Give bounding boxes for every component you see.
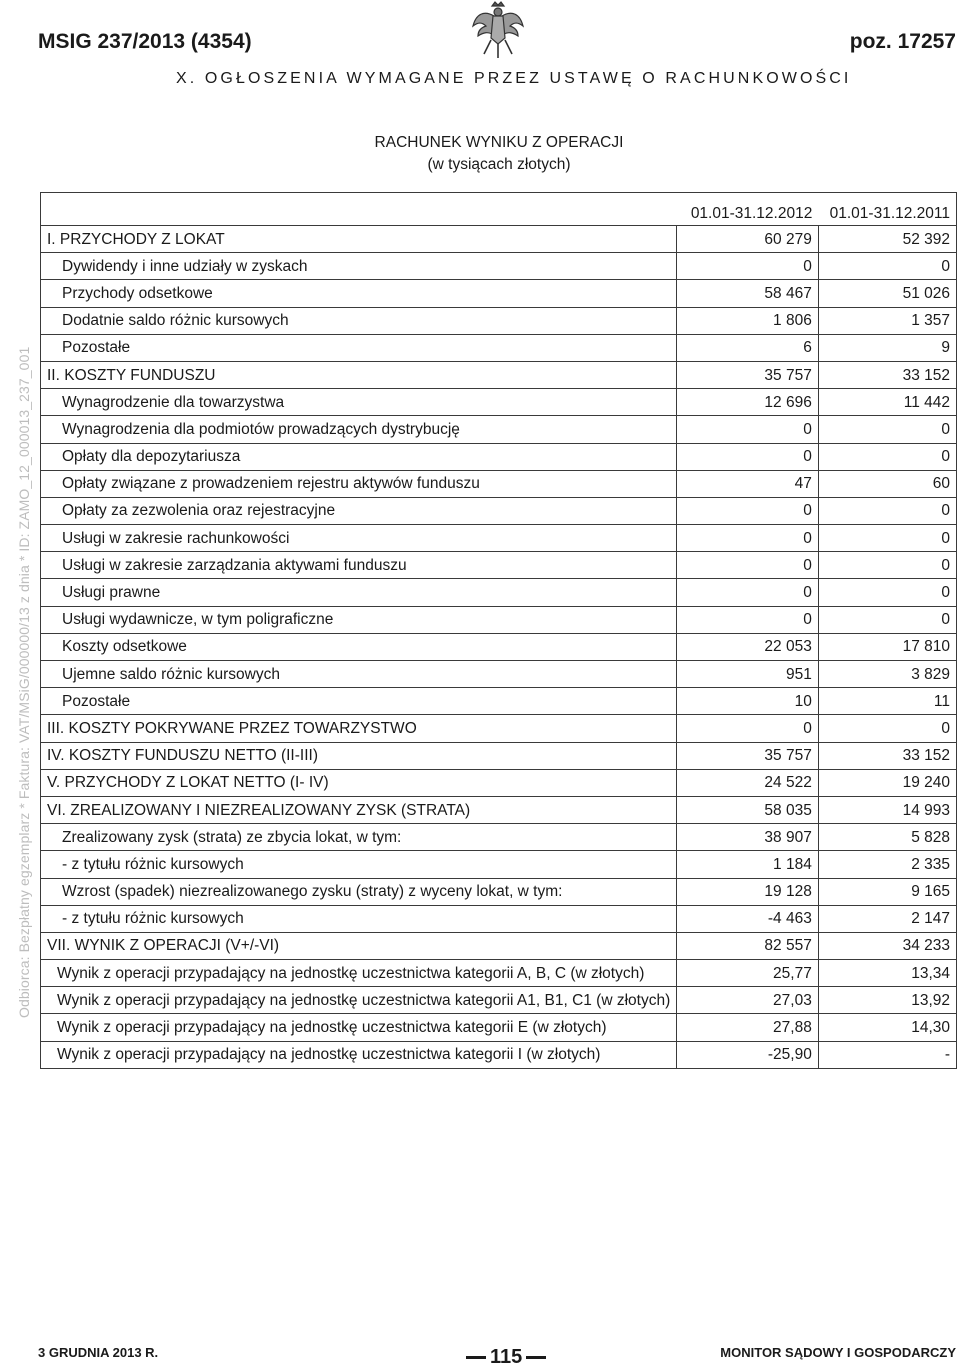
value-2011: 0 <box>818 497 956 524</box>
value-2012: 0 <box>677 606 819 633</box>
table-row <box>41 932 957 959</box>
value-2012: 22 053 <box>677 633 819 660</box>
value-2011: 13,34 <box>818 960 956 987</box>
row-label: Usługi wydawnicze, w tym poligraficzne <box>41 606 677 633</box>
page-dash-right <box>526 1356 546 1359</box>
value-2011: 9 165 <box>818 878 956 905</box>
value-2011: 9 <box>818 334 956 361</box>
table-row <box>41 851 957 878</box>
value-2011: 0 <box>818 443 956 470</box>
header-left: MSIG 237/2013 (4354) <box>38 30 252 53</box>
row-label: VI. ZREALIZOWANY I NIEZREALIZOWANY ZYSK (STRATA) <box>41 796 677 823</box>
table-row <box>41 1014 957 1041</box>
row-label: Usługi w zakresie rachunkowości <box>41 525 677 552</box>
row-label: Wynik z operacji przypadający na jednostkę uczestnictwa kategorii A1, B1, C1 (w złotych) <box>41 987 677 1014</box>
table-row <box>41 987 957 1014</box>
value-2012: 1 806 <box>677 307 819 334</box>
report-title: RACHUNEK WYNIKU Z OPERACJI <box>374 134 624 151</box>
value-2011: 11 <box>818 688 956 715</box>
table-row <box>41 361 957 388</box>
row-label: Wynagrodzenie dla towarzystwa <box>41 389 677 416</box>
value-2011: 14,30 <box>818 1014 956 1041</box>
value-2012: 19 128 <box>677 878 819 905</box>
row-label: Wynagrodzenia dla podmiotów prowadzących dystrybucję <box>41 416 677 443</box>
row-label: VII. WYNIK Z OPERACJI (V+/-VI) <box>41 932 677 959</box>
value-2011: 0 <box>818 253 956 280</box>
value-2011: 52 392 <box>818 226 956 253</box>
table-row <box>41 334 957 361</box>
value-2012: 35 757 <box>677 742 819 769</box>
table-row <box>41 470 957 497</box>
value-2012: 6 <box>677 334 819 361</box>
row-label: Wzrost (spadek) niezrealizowanego zysku (straty) z wyceny lokat, w tym: <box>41 878 677 905</box>
table-row <box>41 497 957 524</box>
row-label: Zrealizowany zysk (strata) ze zbycia lokat, w tym: <box>41 824 677 851</box>
value-2012: 25,77 <box>677 960 819 987</box>
table-row <box>41 633 957 660</box>
value-2011: 19 240 <box>818 769 956 796</box>
value-2012: 38 907 <box>677 824 819 851</box>
table-row <box>41 796 957 823</box>
table-row <box>41 226 957 253</box>
footer-date: 3 GRUDNIA 2013 R. <box>38 1345 159 1360</box>
page-dash-left <box>466 1356 486 1359</box>
value-2012: -25,90 <box>677 1041 819 1068</box>
value-2012: 0 <box>677 525 819 552</box>
table-header-row <box>41 193 957 226</box>
value-2011: 2 335 <box>818 851 956 878</box>
table-row <box>41 1041 957 1068</box>
row-label: Opłaty dla depozytariusza <box>41 443 677 470</box>
row-label: Wynik z operacji przypadający na jednostkę uczestnictwa kategorii E (w złotych) <box>41 1014 677 1041</box>
row-label: Koszty odsetkowe <box>41 633 677 660</box>
value-2011: 0 <box>818 606 956 633</box>
table-row <box>41 389 957 416</box>
value-2011: - <box>818 1041 956 1068</box>
report-title-block <box>0 132 960 176</box>
value-2011: 51 026 <box>818 280 956 307</box>
value-2012: 58 467 <box>677 280 819 307</box>
side-watermark-text: Odbiorca: Bezpłatny egzemplarz * Faktura: VAT/MSiG/000000/13 z dnia * ID: ZAMO_12_000013_237_001 <box>16 346 32 1018</box>
value-2012: 60 279 <box>677 226 819 253</box>
header-right: poz. 17257 <box>849 30 956 53</box>
row-label: Pozostałe <box>41 688 677 715</box>
value-2011: 14 993 <box>818 796 956 823</box>
row-label: I. PRZYCHODY Z LOKAT <box>41 226 677 253</box>
table-row <box>41 307 957 334</box>
row-label: Opłaty związane z prowadzeniem rejestru aktywów funduszu <box>41 470 677 497</box>
value-2011: 33 152 <box>818 742 956 769</box>
row-label: - z tytułu różnic kursowych <box>41 905 677 932</box>
table-row <box>41 280 957 307</box>
value-2011: 33 152 <box>818 361 956 388</box>
table-row <box>41 878 957 905</box>
row-label: Przychody odsetkowe <box>41 280 677 307</box>
value-2011: 0 <box>818 416 956 443</box>
value-2012: 0 <box>677 715 819 742</box>
table-row <box>41 443 957 470</box>
table-row <box>41 742 957 769</box>
row-label: II. KOSZTY FUNDUSZU <box>41 361 677 388</box>
table-row <box>41 525 957 552</box>
footer-publication: MONITOR SĄDOWY I GOSPODARCZY <box>720 1345 956 1360</box>
table-row <box>41 824 957 851</box>
value-2011: 3 829 <box>818 661 956 688</box>
row-label: Dywidendy i inne udziały w zyskach <box>41 253 677 280</box>
row-label: Usługi prawne <box>41 579 677 606</box>
table-row <box>41 606 957 633</box>
value-2012: 82 557 <box>677 932 819 959</box>
value-2011: 34 233 <box>818 932 956 959</box>
value-2011: 5 828 <box>818 824 956 851</box>
section-title: X. OGŁOSZENIA WYMAGANE PRZEZ USTAWĘ O RACHUNKOWOŚCI <box>176 70 852 87</box>
value-2011: 0 <box>818 552 956 579</box>
value-2012: 47 <box>677 470 819 497</box>
value-2012: 0 <box>677 253 819 280</box>
table-row <box>41 579 957 606</box>
column-header-2011: 01.01-31.12.2011 <box>818 193 956 226</box>
row-label: Pozostałe <box>41 334 677 361</box>
row-label: IV. KOSZTY FUNDUSZU NETTO (II-III) <box>41 742 677 769</box>
value-2011: 13,92 <box>818 987 956 1014</box>
row-label: - z tytułu różnic kursowych <box>41 851 677 878</box>
header-label-cell <box>41 193 677 226</box>
value-2011: 0 <box>818 715 956 742</box>
row-label: Usługi w zakresie zarządzania aktywami funduszu <box>41 552 677 579</box>
eagle-emblem-icon <box>470 0 526 60</box>
table-row <box>41 661 957 688</box>
report-subtitle: (w tysiącach złotych) <box>427 156 571 173</box>
column-header-2012: 01.01-31.12.2012 <box>677 193 819 226</box>
table-row <box>41 416 957 443</box>
value-2012: 58 035 <box>677 796 819 823</box>
value-2012: 27,03 <box>677 987 819 1014</box>
page-number-block <box>462 1346 550 1369</box>
row-label: III. KOSZTY POKRYWANE PRZEZ TOWARZYSTWO <box>41 715 677 742</box>
value-2012: 1 184 <box>677 851 819 878</box>
row-label: Ujemne saldo różnic kursowych <box>41 661 677 688</box>
row-label: Wynik z operacji przypadający na jednostkę uczestnictwa kategorii A, B, C (w złotych) <box>41 960 677 987</box>
value-2012: 0 <box>677 497 819 524</box>
value-2011: 1 357 <box>818 307 956 334</box>
value-2012: 0 <box>677 416 819 443</box>
value-2012: 12 696 <box>677 389 819 416</box>
value-2011: 17 810 <box>818 633 956 660</box>
table-row <box>41 769 957 796</box>
table-row <box>41 552 957 579</box>
value-2012: 10 <box>677 688 819 715</box>
table-row <box>41 688 957 715</box>
table-row <box>41 715 957 742</box>
table-row <box>41 905 957 932</box>
row-label: Opłaty za zezwolenia oraz rejestracyjne <box>41 497 677 524</box>
value-2011: 11 442 <box>818 389 956 416</box>
value-2012: 27,88 <box>677 1014 819 1041</box>
value-2012: 951 <box>677 661 819 688</box>
value-2011: 60 <box>818 470 956 497</box>
value-2012: 0 <box>677 579 819 606</box>
income-statement-table <box>40 192 957 1069</box>
table-row <box>41 253 957 280</box>
value-2012: -4 463 <box>677 905 819 932</box>
value-2011: 0 <box>818 525 956 552</box>
page-number: 115 <box>490 1346 523 1368</box>
value-2011: 2 147 <box>818 905 956 932</box>
row-label: V. PRZYCHODY Z LOKAT NETTO (I- IV) <box>41 769 677 796</box>
value-2011: 0 <box>818 579 956 606</box>
value-2012: 35 757 <box>677 361 819 388</box>
row-label: Dodatnie saldo różnic kursowych <box>41 307 677 334</box>
value-2012: 0 <box>677 552 819 579</box>
row-label: Wynik z operacji przypadający na jednostkę uczestnictwa kategorii I (w złotych) <box>41 1041 677 1068</box>
value-2012: 0 <box>677 443 819 470</box>
table-row <box>41 960 957 987</box>
value-2012: 24 522 <box>677 769 819 796</box>
